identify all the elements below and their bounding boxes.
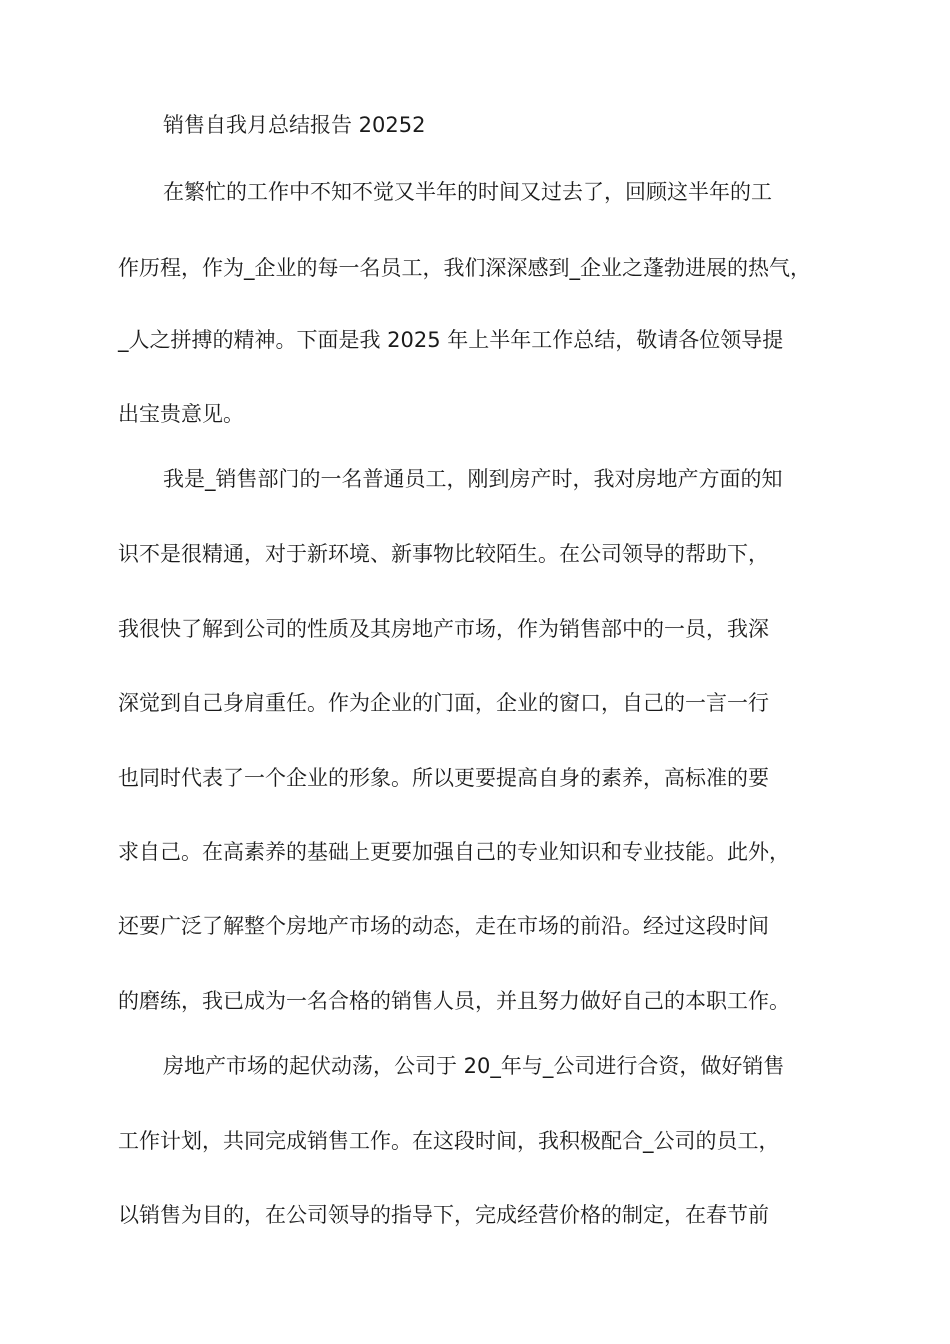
paragraph-3-line-1: 房地产市场的起伏动荡，公司于 20_年与_公司进行合资，做好销售: [163, 1054, 785, 1078]
paragraph-1-line-1: 在繁忙的工作中不知不觉又半年的时间又过去了，回顾这半年的工: [163, 180, 772, 204]
paragraph-1-line-3: _人之拼搏的精神。下面是我 2025 年上半年工作总结，敬请各位领导提: [118, 328, 784, 352]
paragraph-3-line-3: 以销售为目的，在公司领导的指导下，完成经营价格的制定，在春节前: [118, 1203, 769, 1227]
document-title: 销售自我月总结报告 20252: [163, 113, 426, 137]
paragraph-3-line-2: 工作计划，共同完成销售工作。在这段时间，我积极配合_公司的员工，: [118, 1129, 780, 1153]
paragraph-2-line-4: 深觉到自己身肩重任。作为企业的门面，企业的窗口，自己的一言一行: [118, 691, 769, 715]
paragraph-2-line-3: 我很快了解到公司的性质及其房地产市场，作为销售部中的一员，我深: [118, 617, 769, 641]
paragraph-2-line-7: 还要广泛了解整个房地产市场的动态，走在市场的前沿。经过这段时间: [118, 914, 769, 938]
paragraph-2-line-5: 也同时代表了一个企业的形象。所以更要提高自身的素养，高标准的要: [118, 766, 769, 790]
paragraph-2-line-8: 的磨练，我已成为一名合格的销售人员，并且努力做好自己的本职工作。: [118, 989, 790, 1013]
paragraph-1-line-2: 作历程，作为_企业的每一名员工，我们深深感到_企业之蓬勃进展的热气，: [118, 256, 811, 280]
paragraph-2-line-2: 识不是很精通，对于新环境、新事物比较陌生。在公司领导的帮助下，: [118, 542, 769, 566]
paragraph-1-line-4: 出宝贵意见。: [118, 402, 244, 426]
paragraph-2-line-6: 求自己。在高素养的基础上更要加强自己的专业知识和专业技能。此外，: [118, 840, 790, 864]
paragraph-2-line-1: 我是_销售部门的一名普通员工，刚到房产时，我对房地产方面的知: [163, 467, 783, 491]
